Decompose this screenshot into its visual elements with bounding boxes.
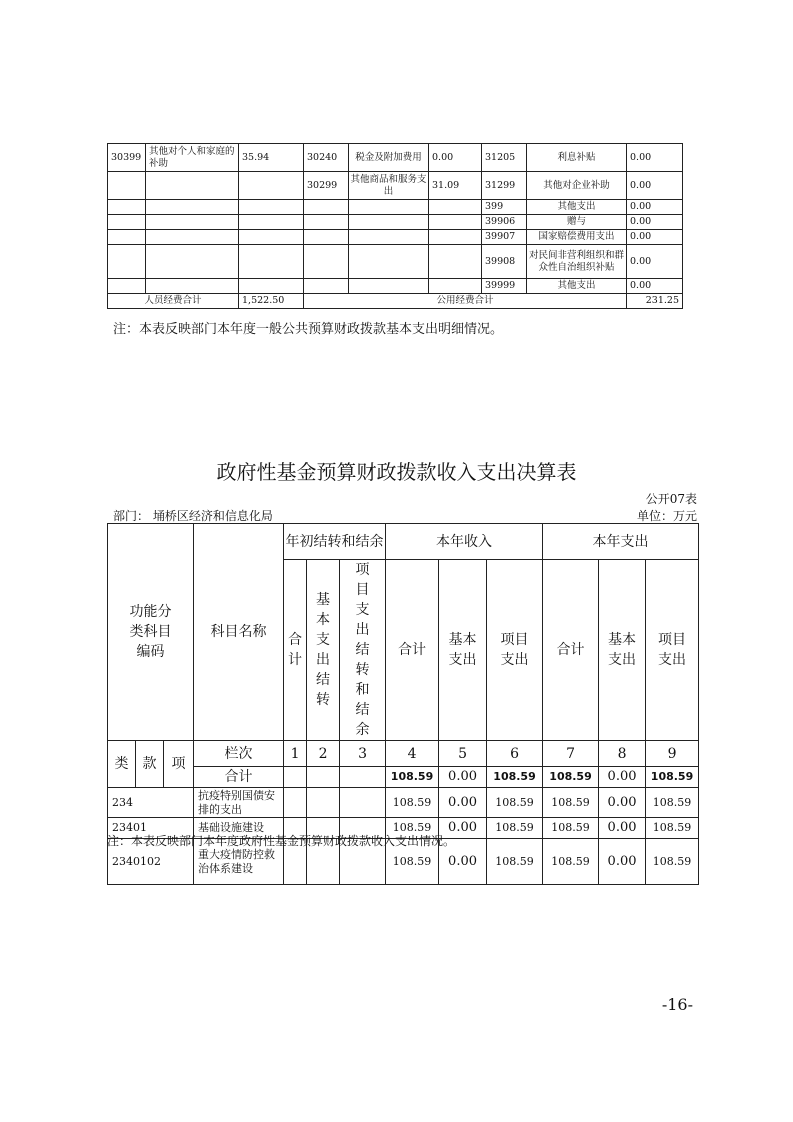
detail-cell-c9: 0.00	[627, 144, 683, 172]
amount-cell: 0.00	[439, 788, 487, 818]
detail-cell-c9: 0.00	[627, 172, 683, 200]
amount-cell: 108.59	[386, 839, 439, 885]
amount-cell: 0.00	[599, 839, 646, 885]
detail-cell-c7: 39908	[482, 245, 527, 279]
header-carryover: 年初结转和结余	[284, 524, 386, 560]
detail-cell-c3	[239, 200, 304, 215]
personnel-total-label: 人员经费合计	[108, 294, 239, 309]
detail-cell-c1	[108, 279, 146, 294]
note-basic-expense: 注：本表反映部门本年度一般公共预算财政拨款基本支出明细情况。	[113, 322, 504, 337]
department-label: 部门： 埇桥区经济和信息化局	[113, 509, 273, 523]
amount-cell: 108.59	[386, 818, 439, 839]
total-cell: 0.00	[599, 767, 646, 788]
header-lei: 类	[108, 741, 136, 788]
header-subject-name: 科目名称	[194, 524, 284, 741]
detail-cell-c6	[429, 245, 482, 279]
detail-cell-c1	[108, 230, 146, 245]
header-expense-total: 合计	[543, 560, 599, 741]
amount-cell: 108.59	[487, 788, 543, 818]
header-carry-basic: 基本支出结转	[307, 560, 340, 741]
detail-cell-c2	[146, 230, 239, 245]
detail-cell-c8: 赠与	[527, 215, 627, 230]
detail-cell-c8: 对民间非营利组织和群众性自治组织补贴	[527, 245, 627, 279]
detail-cell-c8: 其他对企业补助	[527, 172, 627, 200]
detail-cell-c2	[146, 245, 239, 279]
detail-cell-c7: 39907	[482, 230, 527, 245]
subject-code: 2340102	[108, 839, 194, 885]
subject-name: 重大疫情防控救治体系建设	[194, 839, 284, 885]
detail-cell-c2: 其他对个人和家庭的补助	[146, 144, 239, 172]
amount-cell: 108.59	[646, 818, 699, 839]
page-number: -16-	[661, 995, 693, 1014]
col-num: 3	[340, 741, 386, 767]
amount-cell: 0.00	[439, 839, 487, 885]
amount-cell	[307, 788, 340, 818]
col-num: 1	[284, 741, 307, 767]
header-income-total: 合计	[386, 560, 439, 741]
detail-cell-c9: 0.00	[627, 200, 683, 215]
basic-expense-detail-table	[107, 143, 683, 309]
col-num: 8	[599, 741, 646, 767]
col-num: 2	[307, 741, 340, 767]
detail-cell-c4: 30299	[304, 172, 349, 200]
detail-cell-c2	[146, 200, 239, 215]
detail-cell-c5	[349, 279, 429, 294]
total-cell: 108.59	[386, 767, 439, 788]
detail-cell-c8: 利息补贴	[527, 144, 627, 172]
subject-code: 234	[108, 788, 194, 818]
detail-cell-c2	[146, 172, 239, 200]
detail-cell-c1	[108, 200, 146, 215]
detail-cell-c7: 31299	[482, 172, 527, 200]
detail-cell-c7: 39906	[482, 215, 527, 230]
header-income-basic: 基本支出	[439, 560, 487, 741]
detail-cell-c5	[349, 200, 429, 215]
subject-name: 基础设施建设	[194, 818, 284, 839]
col-num: 9	[646, 741, 699, 767]
detail-cell-c5	[349, 245, 429, 279]
header-income-project: 项目支出	[487, 560, 543, 741]
form-code: 公开07表	[645, 492, 697, 506]
amount-cell: 108.59	[543, 788, 599, 818]
detail-cell-c5	[349, 215, 429, 230]
detail-cell-c9: 0.00	[627, 245, 683, 279]
total-cell: 108.59	[646, 767, 699, 788]
amount-cell: 108.59	[543, 839, 599, 885]
detail-cell-c9: 0.00	[627, 230, 683, 245]
header-lanci: 栏次	[194, 741, 284, 767]
col-num: 7	[543, 741, 599, 767]
amount-cell: 108.59	[386, 788, 439, 818]
detail-cell-c3	[239, 279, 304, 294]
detail-cell-c3	[239, 215, 304, 230]
total-cell	[340, 767, 386, 788]
detail-cell-c3	[239, 172, 304, 200]
header-expense-basic: 基本支出	[599, 560, 646, 741]
header-expense-project: 项目支出	[646, 560, 699, 741]
total-cell: 108.59	[543, 767, 599, 788]
detail-cell-c4	[304, 200, 349, 215]
amount-cell: 108.59	[487, 839, 543, 885]
subject-code: 23401	[108, 818, 194, 839]
detail-cell-c6	[429, 200, 482, 215]
government-fund-table	[107, 523, 699, 885]
subject-name: 抗疫特别国债安排的支出	[194, 788, 284, 818]
detail-cell-c4	[304, 215, 349, 230]
public-total-label: 公用经费合计	[304, 294, 627, 309]
header-income: 本年收入	[386, 524, 543, 560]
amount-cell: 108.59	[646, 839, 699, 885]
detail-cell-c3: 35.94	[239, 144, 304, 172]
amount-cell: 0.00	[439, 818, 487, 839]
amount-cell: 0.00	[599, 818, 646, 839]
col-num: 6	[487, 741, 543, 767]
detail-cell-c2	[146, 279, 239, 294]
unit-label: 单位：万元	[636, 509, 697, 523]
total-cell	[307, 767, 340, 788]
detail-cell-c4	[304, 230, 349, 245]
detail-cell-c1	[108, 215, 146, 230]
col-num: 4	[386, 741, 439, 767]
detail-cell-c7: 39999	[482, 279, 527, 294]
detail-cell-c9: 0.00	[627, 215, 683, 230]
detail-cell-c6	[429, 215, 482, 230]
public-total-value: 231.25	[627, 294, 683, 309]
total-cell: 108.59	[487, 767, 543, 788]
header-xiang: 项	[164, 741, 194, 788]
total-cell: 0.00	[439, 767, 487, 788]
detail-cell-c4	[304, 279, 349, 294]
detail-cell-c2	[146, 215, 239, 230]
header-carry-total: 合计	[284, 560, 307, 741]
detail-cell-c5	[349, 230, 429, 245]
header-func-code: 功能分类科目编码	[108, 524, 194, 741]
detail-cell-c1	[108, 245, 146, 279]
detail-cell-c4	[304, 245, 349, 279]
detail-cell-c8: 国家赔偿费用支出	[527, 230, 627, 245]
detail-cell-c8: 其他支出	[527, 279, 627, 294]
header-kuan: 款	[136, 741, 164, 788]
detail-cell-c9: 0.00	[627, 279, 683, 294]
detail-cell-c5: 税金及附加费用	[349, 144, 429, 172]
detail-cell-c1: 30399	[108, 144, 146, 172]
amount-cell: 108.59	[487, 818, 543, 839]
detail-cell-c6	[429, 279, 482, 294]
detail-cell-c4: 30240	[304, 144, 349, 172]
header-carry-project: 项目支出结转和结余	[340, 560, 386, 741]
note-government-fund: 注：本表反映部门本年度政府性基金预算财政拨款收入支出情况。	[107, 834, 456, 848]
total-cell	[284, 767, 307, 788]
detail-cell-c5: 其他商品和服务支出	[349, 172, 429, 200]
detail-cell-c8: 其他支出	[527, 200, 627, 215]
amount-cell	[340, 788, 386, 818]
total-row-label: 合计	[194, 767, 284, 788]
amount-cell	[284, 788, 307, 818]
amount-cell: 108.59	[646, 788, 699, 818]
page-title: 政府性基金预算财政拨款收入支出决算表	[216, 460, 577, 484]
detail-cell-c3	[239, 245, 304, 279]
amount-cell: 108.59	[543, 818, 599, 839]
detail-cell-c3	[239, 230, 304, 245]
header-expense: 本年支出	[543, 524, 699, 560]
col-num: 5	[439, 741, 487, 767]
detail-cell-c7: 31205	[482, 144, 527, 172]
detail-cell-c1	[108, 172, 146, 200]
detail-cell-c7: 399	[482, 200, 527, 215]
personnel-total-value: 1,522.50	[239, 294, 304, 309]
detail-cell-c6: 0.00	[429, 144, 482, 172]
detail-cell-c6: 31.09	[429, 172, 482, 200]
amount-cell: 0.00	[599, 788, 646, 818]
detail-cell-c6	[429, 230, 482, 245]
